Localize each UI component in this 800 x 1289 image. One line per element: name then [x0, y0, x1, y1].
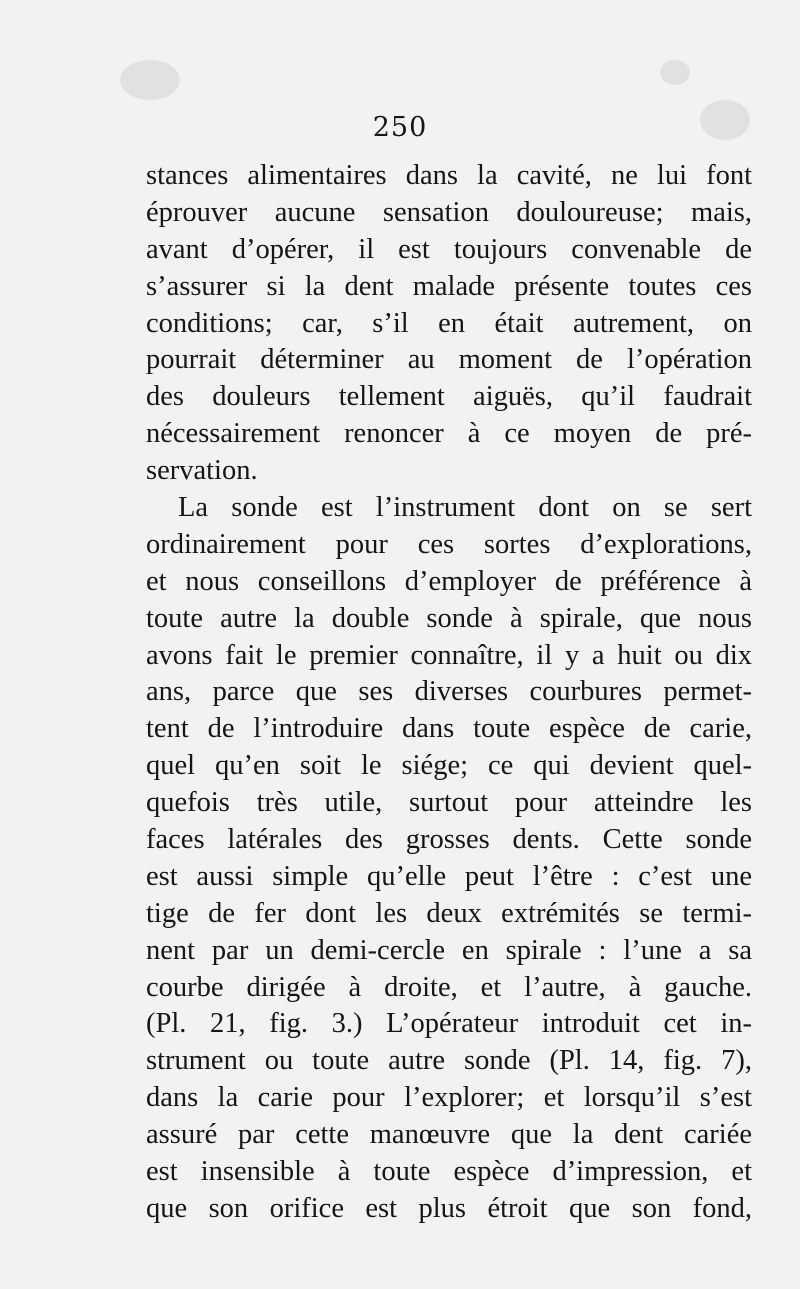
- text-line: éprouver aucune sensation douloureuse; mais,: [146, 196, 752, 228]
- text-line: strument ou toute autre sonde (Pl. 14, fig. 7),: [146, 1045, 752, 1077]
- text-line: et nous conseillons d’employer de préférence à: [146, 565, 752, 597]
- text-line: conditions; car, s’il en était autrement, on: [146, 307, 752, 339]
- text-line: faces latérales des grosses dents. Cette sonde: [146, 824, 752, 856]
- text-line: nent par un demi-cercle en spirale : l’une a sa: [146, 934, 752, 966]
- text-line: pourrait déterminer au moment de l’opération: [146, 344, 752, 376]
- text-line: courbe dirigée à droite, et l’autre, à gauche.: [146, 971, 752, 1003]
- text-line: assuré par cette manœuvre que la dent cariée: [146, 1119, 752, 1151]
- text-line: quefois très utile, surtout pour atteindre les: [146, 787, 752, 819]
- text-line: toute autre la double sonde à spirale, que nous: [146, 602, 752, 634]
- text-line: ordinairement pour ces sortes d’explorations,: [146, 528, 752, 560]
- text-line: tent de l’introduire dans toute espèce de carie,: [146, 713, 752, 745]
- text-line: avant d’opérer, il est toujours convenable de: [146, 233, 752, 265]
- text-line: nécessairement renoncer à ce moyen de pré-: [146, 418, 752, 450]
- text-line: que son orifice est plus étroit que son fond,: [146, 1192, 752, 1224]
- paper-stain: [660, 60, 690, 85]
- text-line: dans la carie pour l’explorer; et lorsqu’il s’est: [146, 1082, 752, 1114]
- text-line: (Pl. 21, fig. 3.) L’opérateur introduit cet in-: [146, 1008, 752, 1040]
- text-line: quel qu’en soit le siége; ce qui devient quel-: [146, 750, 752, 782]
- text-line: des douleurs tellement aiguës, qu’il faudrait: [146, 381, 752, 413]
- text-line: ans, parce que ses diverses courbures permet-: [146, 676, 752, 708]
- paper-stain: [120, 60, 180, 100]
- text-line: stances alimentaires dans la cavité, ne lui font: [146, 160, 752, 191]
- text-line: s’assurer si la dent malade présente toutes ces: [146, 270, 752, 302]
- body-text: [146, 158, 752, 1228]
- text-line: est insensible à toute espèce d’impression, et: [146, 1156, 752, 1188]
- text-line: avons fait le premier connaître, il y a huit ou dix: [146, 639, 752, 671]
- text-line: La sonde est l’instrument dont on se sert: [178, 492, 752, 524]
- text-line: servation.: [146, 455, 258, 487]
- text-line: tige de fer dont les deux extrémités se termi-: [146, 897, 752, 929]
- text-line: est aussi simple qu’elle peut l’être : c’est une: [146, 860, 752, 892]
- page-number: 250: [372, 112, 428, 143]
